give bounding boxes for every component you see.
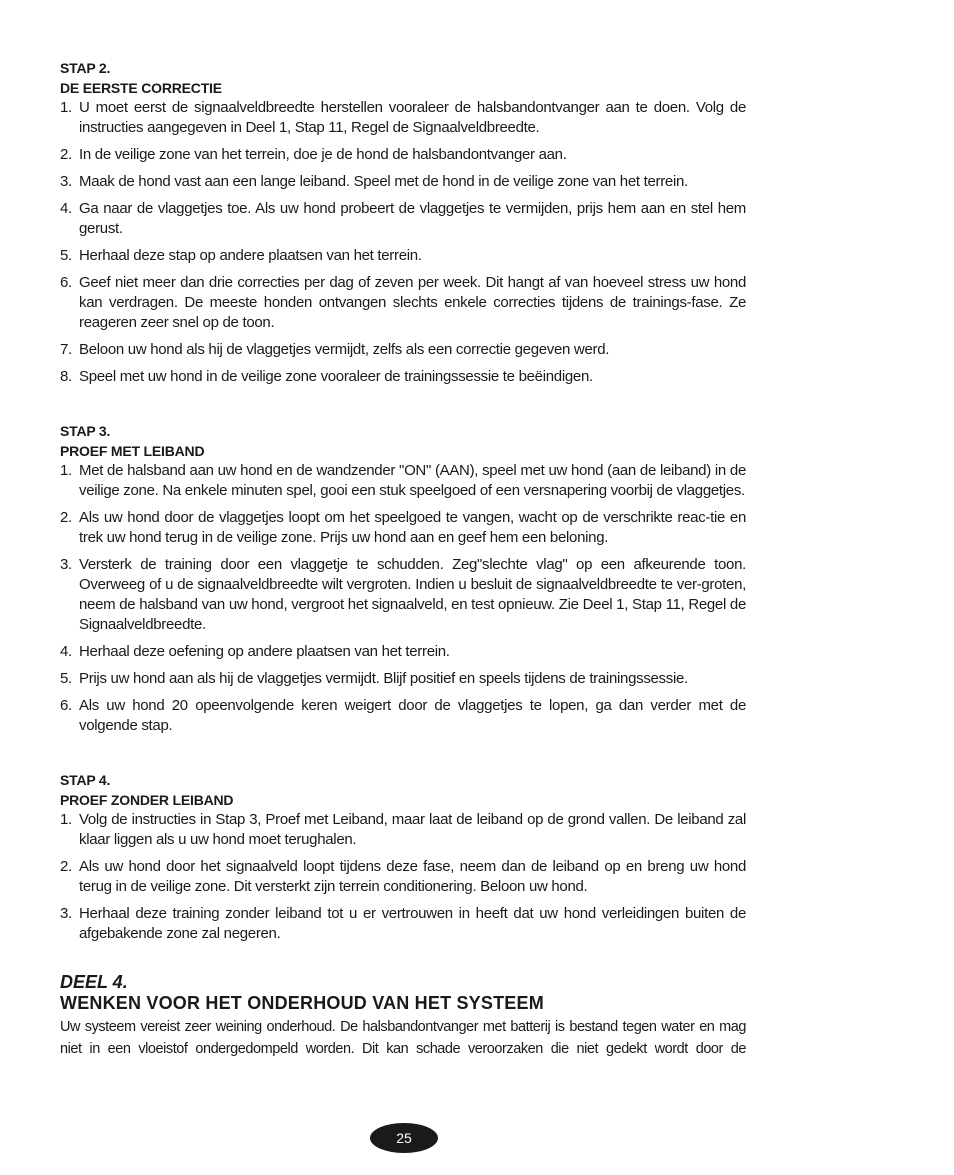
list-item — [60, 98, 746, 138]
item-number: 6. — [60, 274, 72, 291]
step-heading: STAP 3. — [60, 423, 111, 439]
item-number: 3. — [60, 173, 72, 190]
item-text: Met de halsband aan uw hond en de wandzender "ON" (AAN), speel met uw hond (aan de leiband) in de veilige zone. Na enkele minuten spel, gooi een stuk speelgoed of een versnapering voorbij de vlaggetjes. — [79, 462, 746, 499]
section-body: Uw systeem vereist zeer weining onderhoud. De halsbandontvanger met batterij is bestand tegen water en mag niet in een vloeistof ondergedompeld worden. Dit kan schade veroorzaken die niet gedekt wordt door de — [60, 1019, 746, 1057]
page-number-badge — [370, 1123, 438, 1153]
list-item — [60, 246, 746, 266]
list-item — [60, 810, 746, 850]
item-number: 1. — [60, 811, 72, 828]
list-item — [60, 340, 746, 360]
item-text: Prijs uw hond aan als hij de vlaggetjes vermijdt. Blijf positief en speels tijdens de trainingssessie. — [79, 670, 688, 687]
item-number: 7. — [60, 341, 72, 358]
item-text: U moet eerst de signaalveldbreedte herstellen vooraleer de halsbandontvanger aan te doen. Volg de instructies aangegeven in Deel 1, Stap 11, Regel de Signaalveldbreedte. — [79, 99, 746, 136]
item-text: Volg de instructies in Stap 3, Proef met Leiband, maar laat de leiband op de grond vallen. De leiband zal klaar liggen als u uw hond moet terughalen. — [79, 811, 746, 848]
step-title: PROEF ZONDER LEIBAND — [60, 792, 234, 808]
item-text: In de veilige zone van het terrein, doe je de hond de halsbandontvanger aan. — [79, 146, 567, 163]
step-section — [60, 421, 746, 736]
list-item — [60, 367, 746, 387]
step-title: DE EERSTE CORRECTIE — [60, 80, 222, 96]
item-number: 1. — [60, 462, 72, 479]
item-number: 5. — [60, 670, 72, 687]
item-text: Herhaal deze oefening op andere plaatsen van het terrein. — [79, 643, 450, 660]
item-text: Versterk de training door een vlaggetje te schudden. Zeg"slechte vlag" op een afkeurende toon. Overweeg of u de signaalveldbreedte wilt vergroten. Indien u besluit de signaalveldbreedte te ver-groten, neem de halsband van uw hond, vergroot het signaalveld, en test opnieuw. Zie Deel 1, Stap 11, Regel de Signaalveldbreedte. — [79, 556, 746, 633]
list-item — [60, 904, 746, 944]
item-text: Maak de hond vast aan een lange leiband. Speel met de hond in de veilige zone van het terrein. — [79, 173, 688, 190]
list-item — [60, 642, 746, 662]
list-item — [60, 172, 746, 192]
item-number: 6. — [60, 697, 72, 714]
step-heading: STAP 2. — [60, 60, 111, 76]
item-text: Speel met uw hond in de veilige zone vooraleer de trainingssessie te beëindigen. — [79, 368, 593, 385]
page-number: 25 — [396, 1130, 412, 1146]
step-section — [60, 58, 746, 387]
list-item — [60, 508, 746, 548]
list-item — [60, 461, 746, 501]
list-item — [60, 857, 746, 897]
item-number: 2. — [60, 146, 72, 163]
list-item — [60, 145, 746, 165]
step-heading: STAP 4. — [60, 772, 111, 788]
item-number: 2. — [60, 858, 72, 875]
list-item — [60, 199, 746, 239]
list-item — [60, 696, 746, 736]
step-section — [60, 770, 746, 944]
item-number: 2. — [60, 509, 72, 526]
item-number: 3. — [60, 556, 72, 573]
item-number: 8. — [60, 368, 72, 385]
item-text: Als uw hond door het signaalveld loopt tijdens deze fase, neem dan de leiband op en breng uw hond terug in de veilige zone. Dit versterkt zijn terrein conditionering. Beloon uw hond. — [79, 858, 746, 895]
section-title: DEEL 4. — [60, 972, 128, 992]
item-text: Beloon uw hond als hij de vlaggetjes vermijdt, zelfs als een correctie gegeven werd. — [79, 341, 610, 358]
item-number: 5. — [60, 247, 72, 264]
item-number: 4. — [60, 643, 72, 660]
item-text: Herhaal deze training zonder leiband tot u er vertrouwen in heeft dat uw hond verleidingen buiten de afgebakende zone zal negeren. — [79, 905, 746, 942]
list-item — [60, 669, 746, 689]
document-page — [60, 58, 746, 1060]
item-text: Als uw hond door de vlaggetjes loopt om het speelgoed te vangen, wacht op de verschrikte reac-tie en trek uw hond terug in de veilige zone. Prijs uw hond aan en geef hem een beloning. — [79, 509, 746, 546]
item-text: Herhaal deze stap op andere plaatsen van het terrein. — [79, 247, 422, 264]
step-list — [60, 98, 746, 387]
step-title: PROEF MET LEIBAND — [60, 443, 205, 459]
deel-section — [60, 972, 746, 1060]
step-list — [60, 461, 746, 736]
step-list — [60, 810, 746, 944]
item-number: 1. — [60, 99, 72, 116]
item-number: 4. — [60, 200, 72, 217]
item-text: Geef niet meer dan drie correcties per dag of zeven per week. Dit hangt af van hoeveel stress uw hond kan verdragen. De meeste honden ontvangen slechts enkele correcties tijdens de trainings-fase. Ze reageren zeer snel op de toon. — [79, 274, 746, 331]
item-number: 3. — [60, 905, 72, 922]
list-item — [60, 273, 746, 333]
item-text: Ga naar de vlaggetjes toe. Als uw hond probeert de vlaggetjes te vermijden, prijs hem aan en stel hem gerust. — [79, 200, 746, 237]
item-text: Als uw hond 20 opeenvolgende keren weigert door de vlaggetjes te lopen, ga dan verder met de volgende stap. — [79, 697, 746, 734]
section-subtitle: WENKEN VOOR HET ONDERHOUD VAN HET SYSTEEM — [60, 993, 544, 1013]
list-item — [60, 555, 746, 635]
